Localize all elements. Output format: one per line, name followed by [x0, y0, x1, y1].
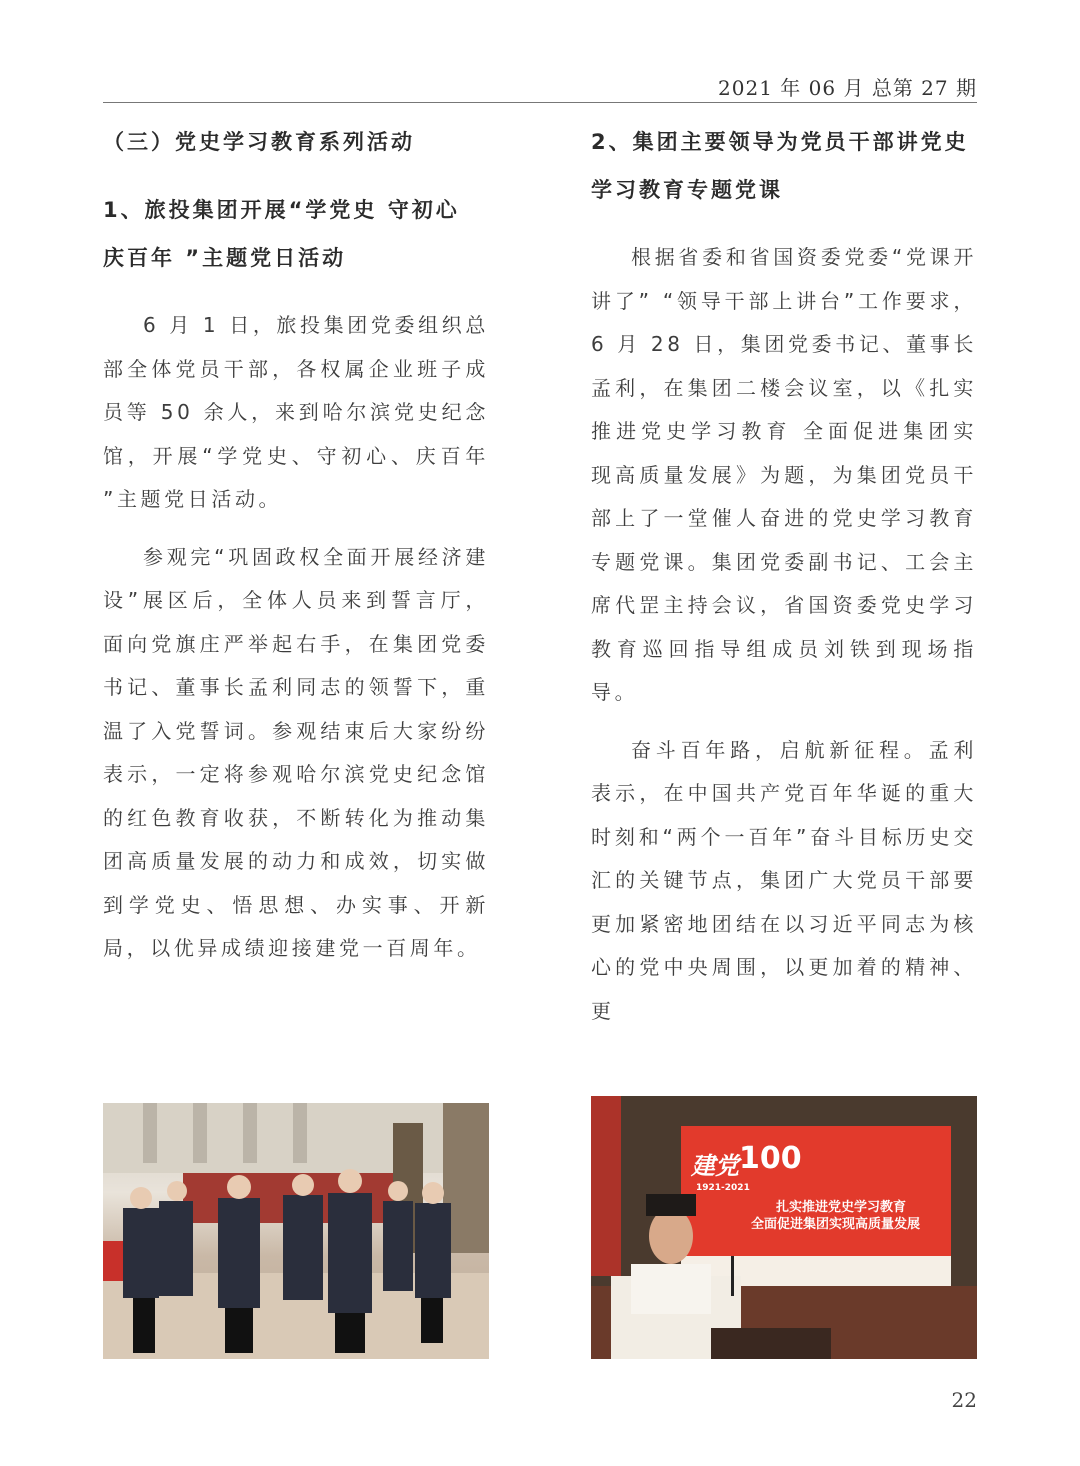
slide-title-line-1: 扎实推进党史学习教育 [776, 1200, 907, 1215]
article-1-heading: 1、旅投集团开展“学党史 守初心 庆百年 ”主题党日活动 [103, 198, 460, 270]
article-1-paragraph-2: 参观完“巩固政权全面开展经济建设”展区后，全体人员来到誓言厅，面向党旗庄严举起右手，在集团党委书记、董事长孟利同志的领誓下，重温了入党誓词。参观结束后大家纷纷表示，一定将参观哈尔滨党史纪念馆的红色教育收获，不断转化为推动集团高质量发展的动力和成效，切实做到学党史、悟思想、办实事、开新局，以优异成绩迎接建党一百周年。 [103, 544, 489, 960]
article-2-paragraph-2: 奋斗百年路，启航新征程。孟利表示，在中国共产党百年华诞的重大时刻和“两个一百年”奋斗目标历史交汇的关键节点，集团广大党员干部要更加紧密地团结在以习近平同志为核心的党中央周围，以更加着的精神、更 [591, 737, 977, 1023]
slide-title-line-2: 全面促进集团实现高质量发展 [751, 1217, 921, 1232]
logo-100: 100 [739, 1141, 802, 1176]
section-heading: （三）党史学习教育系列活动 [103, 130, 415, 154]
right-column [591, 118, 977, 1033]
left-column [103, 118, 489, 971]
logo-text: 建党 [691, 1152, 739, 1180]
page-number: 22 [951, 1388, 977, 1412]
article-2-heading: 2、集团主要领导为党员干部讲党史学习教育专题党课 [591, 130, 969, 202]
header-rule [103, 102, 977, 103]
lecture-photo [591, 1096, 977, 1359]
article-1-paragraph-1: 6 月 1 日，旅投集团党委组织总部全体党员干部，各权属企业班子成员等 50 余人，来到哈尔滨党史纪念馆，开展“学党史、守初心、庆百年 ”主题党日活动。 [103, 313, 489, 511]
oath-ceremony-photo [103, 1103, 489, 1359]
article-2-paragraph-1: 根据省委和省国资委党委“党课开讲了” “领导干部上讲台”工作要求，6 月 28 日，集团党委书记、董事长孟利，在集团二楼会议室，以《扎实推进党史学习教育 全面促进集团实现高质量发展》为题，为集团党员干部上了一堂催人奋进的党史学习教育专题党课。集团党委副书记、工会主席代罡主持会议，省国资委党史学习教育巡回指导组成员刘铁到现场指导。 [591, 245, 977, 704]
logo-years: 1921-2021 [696, 1183, 750, 1193]
issue-header: 2021 年 06 月 总第 27 期 [718, 76, 977, 100]
